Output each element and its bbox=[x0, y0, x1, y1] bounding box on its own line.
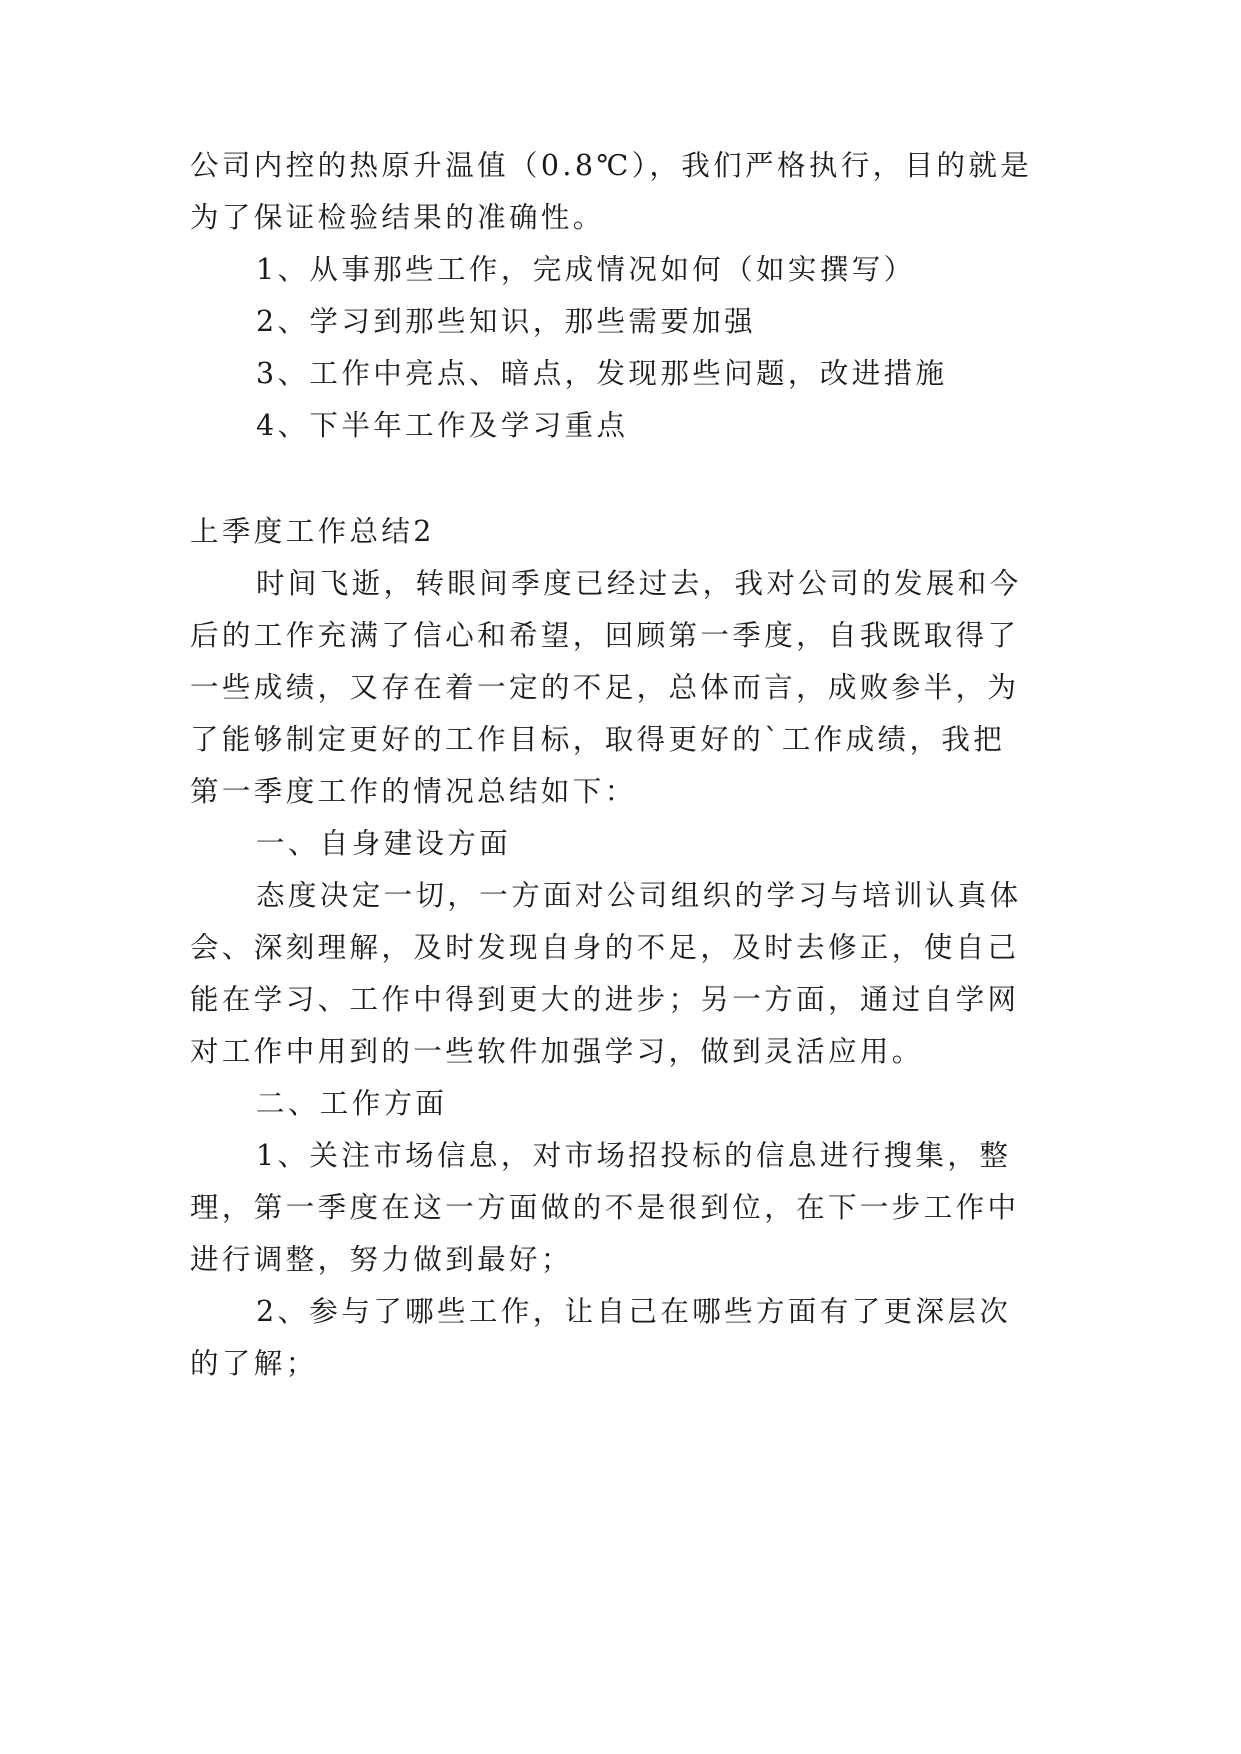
paragraph-line: 进行调整，努力做到最好； bbox=[190, 1243, 573, 1276]
paragraph-line: 能在学习、工作中得到更大的进步；另一方面，通过自学网 bbox=[190, 983, 1020, 1016]
paragraph-line: 会、深刻理解，及时发现自身的不足，及时去修正，使自己 bbox=[190, 931, 1020, 964]
section-title: 上季度工作总结2 bbox=[190, 515, 435, 548]
paragraph-line: 时间飞逝，转眼间季度已经过去，我对公司的发展和今 bbox=[256, 567, 1022, 600]
list-item: 1、从事那些工作，完成情况如何（如实撰写） bbox=[256, 253, 916, 286]
paragraph-line: 对工作中用到的一些软件加强学习，做到灵活应用。 bbox=[190, 1035, 924, 1068]
paragraph-line: 2、参与了哪些工作，让自己在哪些方面有了更深层次 bbox=[256, 1295, 1012, 1328]
subheading: 二、工作方面 bbox=[256, 1087, 448, 1120]
list-item: 4、下半年工作及学习重点 bbox=[256, 409, 629, 442]
paragraph-line: 一些成绩，又存在着一定的不足，总体而言，成败参半，为 bbox=[190, 671, 1020, 704]
intro-line: 公司内控的热原升温值（0.8℃），我们严格执行，目的就是 bbox=[190, 149, 1033, 182]
paragraph-line: 理，第一季度在这一方面做的不是很到位，在下一步工作中 bbox=[190, 1191, 1020, 1224]
paragraph-line: 后的工作充满了信心和希望，回顾第一季度，自我既取得了 bbox=[190, 619, 1020, 652]
paragraph-line: 了能够制定更好的工作目标，取得更好的`工作成绩，我把 bbox=[190, 723, 1006, 756]
paragraph-line: 1、关注市场信息，对市场招投标的信息进行搜集，整 bbox=[256, 1139, 1012, 1172]
list-item: 3、工作中亮点、暗点，发现那些问题，改进措施 bbox=[256, 357, 948, 390]
intro-line: 为了保证检验结果的准确性。 bbox=[190, 201, 605, 234]
list-item: 2、学习到那些知识，那些需要加强 bbox=[256, 305, 757, 338]
subheading: 一、自身建设方面 bbox=[256, 827, 512, 860]
paragraph-line: 态度决定一切，一方面对公司组织的学习与培训认真体 bbox=[256, 879, 1022, 912]
paragraph-line: 第一季度工作的情况总结如下： bbox=[190, 775, 637, 808]
paragraph-line: 的了解； bbox=[190, 1347, 318, 1380]
